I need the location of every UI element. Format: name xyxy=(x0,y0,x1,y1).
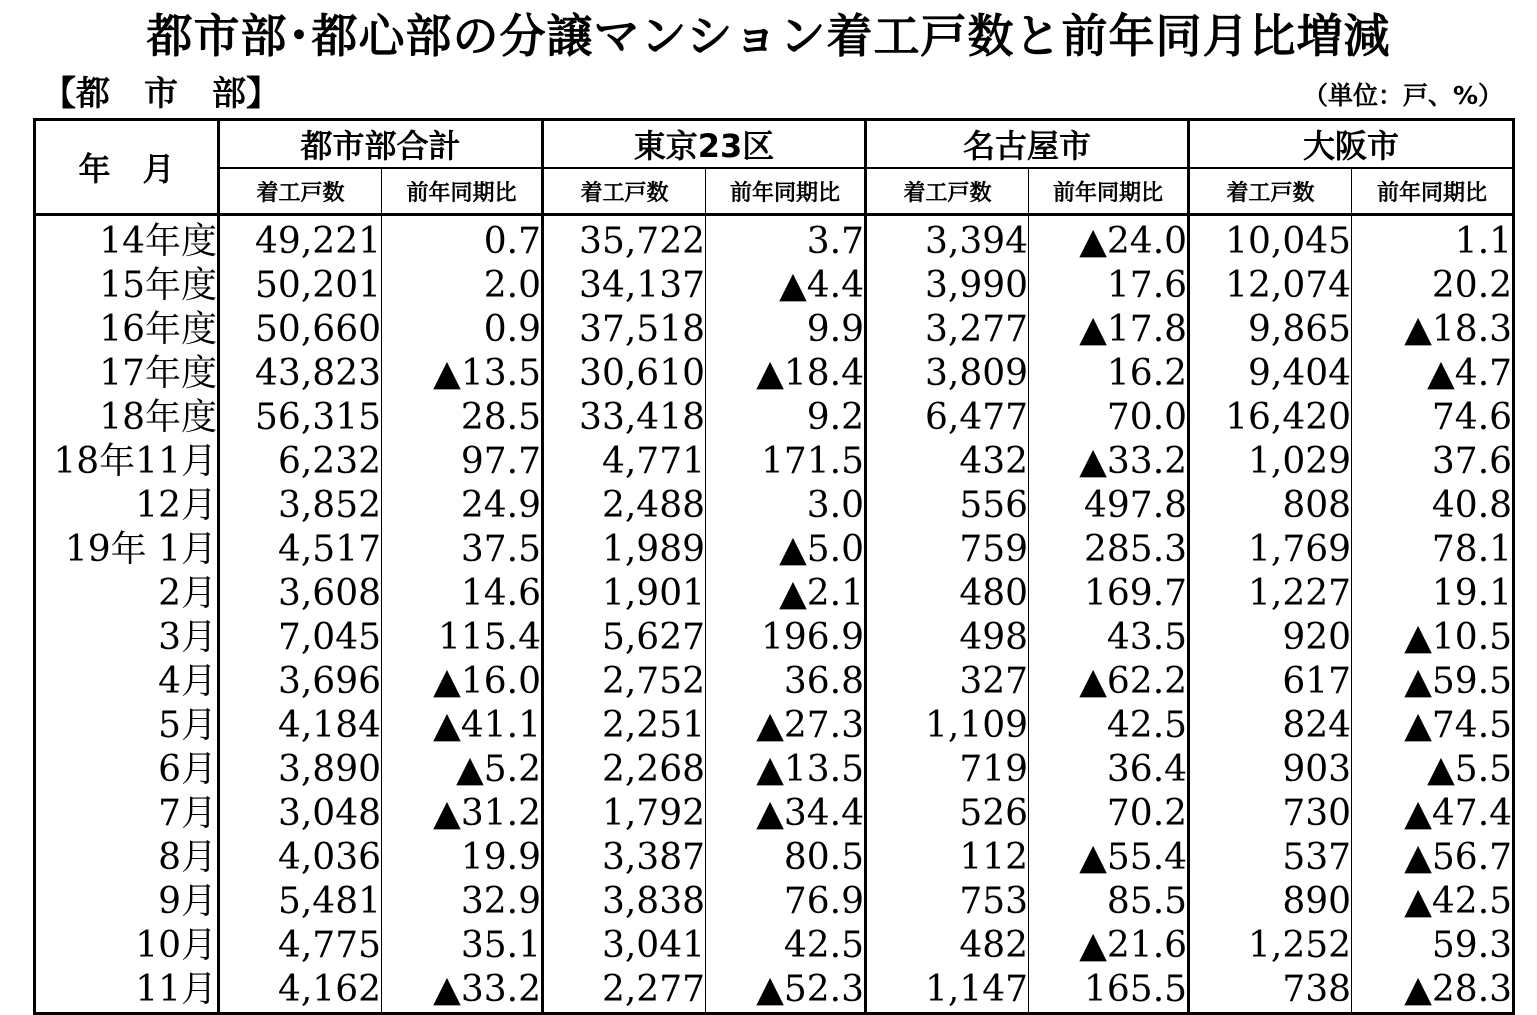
row-year-month: 7月 xyxy=(35,792,219,836)
table-row xyxy=(35,484,1514,528)
cell-starts: 30,610 xyxy=(543,352,706,396)
table-row xyxy=(35,660,1514,704)
cell-starts: 480 xyxy=(866,572,1029,616)
row-year-month: 12月 xyxy=(35,484,219,528)
table-row xyxy=(35,836,1514,880)
row-year-month: 8月 xyxy=(35,836,219,880)
unit-label: （単位：戸、%） xyxy=(1302,81,1503,110)
cell-yoy: 165.5 xyxy=(1029,968,1189,1014)
cell-yoy: 40.8 xyxy=(1352,484,1514,528)
cell-yoy: 80.5 xyxy=(706,836,866,880)
cell-yoy: 14.6 xyxy=(382,572,543,616)
cell-starts: 4,184 xyxy=(219,704,382,748)
table-row xyxy=(35,704,1514,748)
table-row xyxy=(35,792,1514,836)
cell-yoy: 19.1 xyxy=(1352,572,1514,616)
cell-starts: 1,227 xyxy=(1189,572,1352,616)
cell-starts: 719 xyxy=(866,748,1029,792)
table-row xyxy=(35,528,1514,572)
group-header-osaka: 大阪市 xyxy=(1189,120,1514,169)
cell-starts: 824 xyxy=(1189,704,1352,748)
cell-yoy: ▲18.4 xyxy=(706,352,866,396)
cell-yoy: 74.6 xyxy=(1352,396,1514,440)
cell-yoy: ▲4.4 xyxy=(706,264,866,308)
table-row xyxy=(35,215,1514,265)
cell-yoy: ▲62.2 xyxy=(1029,660,1189,704)
cell-yoy: ▲42.5 xyxy=(1352,880,1514,924)
table-row xyxy=(35,440,1514,484)
cell-starts: 3,838 xyxy=(543,880,706,924)
cell-yoy: 85.5 xyxy=(1029,880,1189,924)
cell-yoy: 36.8 xyxy=(706,660,866,704)
cell-yoy: ▲34.4 xyxy=(706,792,866,836)
row-year-month: 5月 xyxy=(35,704,219,748)
cell-starts: 1,792 xyxy=(543,792,706,836)
cell-starts: 56,315 xyxy=(219,396,382,440)
cell-yoy: ▲41.1 xyxy=(382,704,543,748)
sub-header-yoy: 前年同期比 xyxy=(1029,168,1189,215)
cell-starts: 10,045 xyxy=(1189,215,1352,265)
year-month-header: 年 月 xyxy=(35,120,219,215)
row-year-month: 15年度 xyxy=(35,264,219,308)
group-header-tokyo23: 東京23区 xyxy=(543,120,866,169)
cell-yoy: ▲55.4 xyxy=(1029,836,1189,880)
cell-yoy: ▲47.4 xyxy=(1352,792,1514,836)
table-row xyxy=(35,308,1514,352)
cell-yoy: 97.7 xyxy=(382,440,543,484)
cell-yoy: 78.1 xyxy=(1352,528,1514,572)
cell-yoy: 20.2 xyxy=(1352,264,1514,308)
row-year-month: 10月 xyxy=(35,924,219,968)
cell-starts: 3,990 xyxy=(866,264,1029,308)
cell-starts: 1,901 xyxy=(543,572,706,616)
table-row xyxy=(35,396,1514,440)
cell-starts: 556 xyxy=(866,484,1029,528)
cell-starts: 50,201 xyxy=(219,264,382,308)
cell-yoy: 17.6 xyxy=(1029,264,1189,308)
cell-starts: 3,277 xyxy=(866,308,1029,352)
cell-yoy: ▲5.0 xyxy=(706,528,866,572)
cell-starts: 6,477 xyxy=(866,396,1029,440)
cell-starts: 432 xyxy=(866,440,1029,484)
cell-yoy: ▲10.5 xyxy=(1352,616,1514,660)
cell-starts: 2,752 xyxy=(543,660,706,704)
cell-starts: 3,608 xyxy=(219,572,382,616)
sub-header-yoy: 前年同期比 xyxy=(1352,168,1514,215)
cell-yoy: 76.9 xyxy=(706,880,866,924)
cell-starts: 3,048 xyxy=(219,792,382,836)
cell-yoy: 28.5 xyxy=(382,396,543,440)
cell-starts: 7,045 xyxy=(219,616,382,660)
cell-starts: 4,036 xyxy=(219,836,382,880)
cell-starts: 2,251 xyxy=(543,704,706,748)
table-row xyxy=(35,352,1514,396)
cell-starts: 759 xyxy=(866,528,1029,572)
cell-starts: 753 xyxy=(866,880,1029,924)
cell-yoy: 1.1 xyxy=(1352,215,1514,265)
cell-starts: 1,029 xyxy=(1189,440,1352,484)
sub-header-yoy: 前年同期比 xyxy=(382,168,543,215)
row-year-month: 17年度 xyxy=(35,352,219,396)
cell-yoy: 3.0 xyxy=(706,484,866,528)
cell-starts: 327 xyxy=(866,660,1029,704)
cell-yoy: 35.1 xyxy=(382,924,543,968)
cell-starts: 498 xyxy=(866,616,1029,660)
cell-starts: 4,162 xyxy=(219,968,382,1014)
cell-starts: 730 xyxy=(1189,792,1352,836)
row-year-month: 19年 1月 xyxy=(35,528,219,572)
row-year-month: 14年度 xyxy=(35,215,219,265)
cell-starts: 3,041 xyxy=(543,924,706,968)
cell-yoy: 42.5 xyxy=(706,924,866,968)
cell-yoy: 0.7 xyxy=(382,215,543,265)
cell-starts: 3,809 xyxy=(866,352,1029,396)
cell-starts: 617 xyxy=(1189,660,1352,704)
cell-yoy: ▲13.5 xyxy=(706,748,866,792)
cell-starts: 16,420 xyxy=(1189,396,1352,440)
cell-starts: 34,137 xyxy=(543,264,706,308)
cell-yoy: 70.0 xyxy=(1029,396,1189,440)
cell-yoy: ▲18.3 xyxy=(1352,308,1514,352)
cell-starts: 2,277 xyxy=(543,968,706,1014)
cell-yoy: 32.9 xyxy=(382,880,543,924)
cell-starts: 12,074 xyxy=(1189,264,1352,308)
sub-header-starts: 着工戸数 xyxy=(219,168,382,215)
cell-yoy: ▲28.3 xyxy=(1352,968,1514,1014)
cell-starts: 1,769 xyxy=(1189,528,1352,572)
cell-yoy: 169.7 xyxy=(1029,572,1189,616)
cell-starts: 6,232 xyxy=(219,440,382,484)
cell-yoy: 196.9 xyxy=(706,616,866,660)
cell-starts: 537 xyxy=(1189,836,1352,880)
cell-yoy: 70.2 xyxy=(1029,792,1189,836)
cell-yoy: 36.4 xyxy=(1029,748,1189,792)
cell-starts: 43,823 xyxy=(219,352,382,396)
cell-starts: 4,771 xyxy=(543,440,706,484)
cell-starts: 3,890 xyxy=(219,748,382,792)
table-row xyxy=(35,572,1514,616)
cell-starts: 4,517 xyxy=(219,528,382,572)
cell-yoy: ▲5.5 xyxy=(1352,748,1514,792)
cell-starts: 4,775 xyxy=(219,924,382,968)
cell-starts: 1,147 xyxy=(866,968,1029,1014)
cell-yoy: 42.5 xyxy=(1029,704,1189,748)
cell-yoy: 9.9 xyxy=(706,308,866,352)
cell-yoy: ▲24.0 xyxy=(1029,215,1189,265)
cell-yoy: ▲21.6 xyxy=(1029,924,1189,968)
cell-yoy: 9.2 xyxy=(706,396,866,440)
table-row xyxy=(35,968,1514,1014)
table-row xyxy=(35,880,1514,924)
cell-starts: 920 xyxy=(1189,616,1352,660)
row-year-month: 4月 xyxy=(35,660,219,704)
cell-yoy: 24.9 xyxy=(382,484,543,528)
cell-starts: 37,518 xyxy=(543,308,706,352)
cell-yoy: 3.7 xyxy=(706,215,866,265)
cell-yoy: ▲13.5 xyxy=(382,352,543,396)
table-row xyxy=(35,748,1514,792)
section-label: 【都 市 部】 xyxy=(42,74,280,114)
row-year-month: 18年度 xyxy=(35,396,219,440)
row-year-month: 16年度 xyxy=(35,308,219,352)
cell-starts: 1,109 xyxy=(866,704,1029,748)
cell-yoy: 59.3 xyxy=(1352,924,1514,968)
cell-starts: 1,989 xyxy=(543,528,706,572)
cell-yoy: ▲17.8 xyxy=(1029,308,1189,352)
cell-starts: 526 xyxy=(866,792,1029,836)
cell-yoy: 43.5 xyxy=(1029,616,1189,660)
cell-yoy: 37.6 xyxy=(1352,440,1514,484)
cell-starts: 5,481 xyxy=(219,880,382,924)
data-table xyxy=(33,118,1515,1015)
cell-yoy: ▲33.2 xyxy=(382,968,543,1014)
cell-yoy: 19.9 xyxy=(382,836,543,880)
cell-yoy: ▲27.3 xyxy=(706,704,866,748)
cell-starts: 9,865 xyxy=(1189,308,1352,352)
cell-starts: 738 xyxy=(1189,968,1352,1014)
cell-starts: 890 xyxy=(1189,880,1352,924)
cell-starts: 9,404 xyxy=(1189,352,1352,396)
cell-yoy: 16.2 xyxy=(1029,352,1189,396)
row-year-month: 18年11月 xyxy=(35,440,219,484)
row-year-month: 6月 xyxy=(35,748,219,792)
cell-yoy: ▲5.2 xyxy=(382,748,543,792)
cell-starts: 3,394 xyxy=(866,215,1029,265)
cell-yoy: 171.5 xyxy=(706,440,866,484)
cell-yoy: 497.8 xyxy=(1029,484,1189,528)
cell-yoy: 285.3 xyxy=(1029,528,1189,572)
cell-yoy: 0.9 xyxy=(382,308,543,352)
cell-starts: 1,252 xyxy=(1189,924,1352,968)
table-row xyxy=(35,616,1514,660)
cell-starts: 3,852 xyxy=(219,484,382,528)
cell-yoy: 2.0 xyxy=(382,264,543,308)
cell-starts: 808 xyxy=(1189,484,1352,528)
cell-starts: 2,488 xyxy=(543,484,706,528)
sub-header-yoy: 前年同期比 xyxy=(706,168,866,215)
cell-yoy: ▲16.0 xyxy=(382,660,543,704)
cell-starts: 5,627 xyxy=(543,616,706,660)
cell-starts: 3,696 xyxy=(219,660,382,704)
group-header-toshibu: 都市部合計 xyxy=(219,120,543,169)
cell-yoy: ▲31.2 xyxy=(382,792,543,836)
cell-yoy: ▲33.2 xyxy=(1029,440,1189,484)
table-row xyxy=(35,264,1514,308)
cell-yoy: 37.5 xyxy=(382,528,543,572)
cell-starts: 903 xyxy=(1189,748,1352,792)
cell-starts: 482 xyxy=(866,924,1029,968)
row-year-month: 11月 xyxy=(35,968,219,1014)
cell-starts: 49,221 xyxy=(219,215,382,265)
cell-starts: 50,660 xyxy=(219,308,382,352)
group-header-nagoya: 名古屋市 xyxy=(866,120,1189,169)
page-title: 都市部･都心部の分譲マンション着工戸数と前年同月比増減 xyxy=(146,9,1391,63)
cell-yoy: ▲56.7 xyxy=(1352,836,1514,880)
cell-starts: 112 xyxy=(866,836,1029,880)
cell-yoy: ▲74.5 xyxy=(1352,704,1514,748)
table-row xyxy=(35,924,1514,968)
sub-header-starts: 着工戸数 xyxy=(543,168,706,215)
cell-yoy: ▲2.1 xyxy=(706,572,866,616)
cell-starts: 33,418 xyxy=(543,396,706,440)
cell-yoy: ▲52.3 xyxy=(706,968,866,1014)
cell-yoy: 115.4 xyxy=(382,616,543,660)
row-year-month: 9月 xyxy=(35,880,219,924)
row-year-month: 3月 xyxy=(35,616,219,660)
cell-starts: 35,722 xyxy=(543,215,706,265)
table-body xyxy=(35,215,1514,1014)
sub-header-starts: 着工戸数 xyxy=(866,168,1029,215)
row-year-month: 2月 xyxy=(35,572,219,616)
cell-yoy: ▲4.7 xyxy=(1352,352,1514,396)
cell-starts: 2,268 xyxy=(543,748,706,792)
cell-starts: 3,387 xyxy=(543,836,706,880)
cell-yoy: ▲59.5 xyxy=(1352,660,1514,704)
sub-header-starts: 着工戸数 xyxy=(1189,168,1352,215)
